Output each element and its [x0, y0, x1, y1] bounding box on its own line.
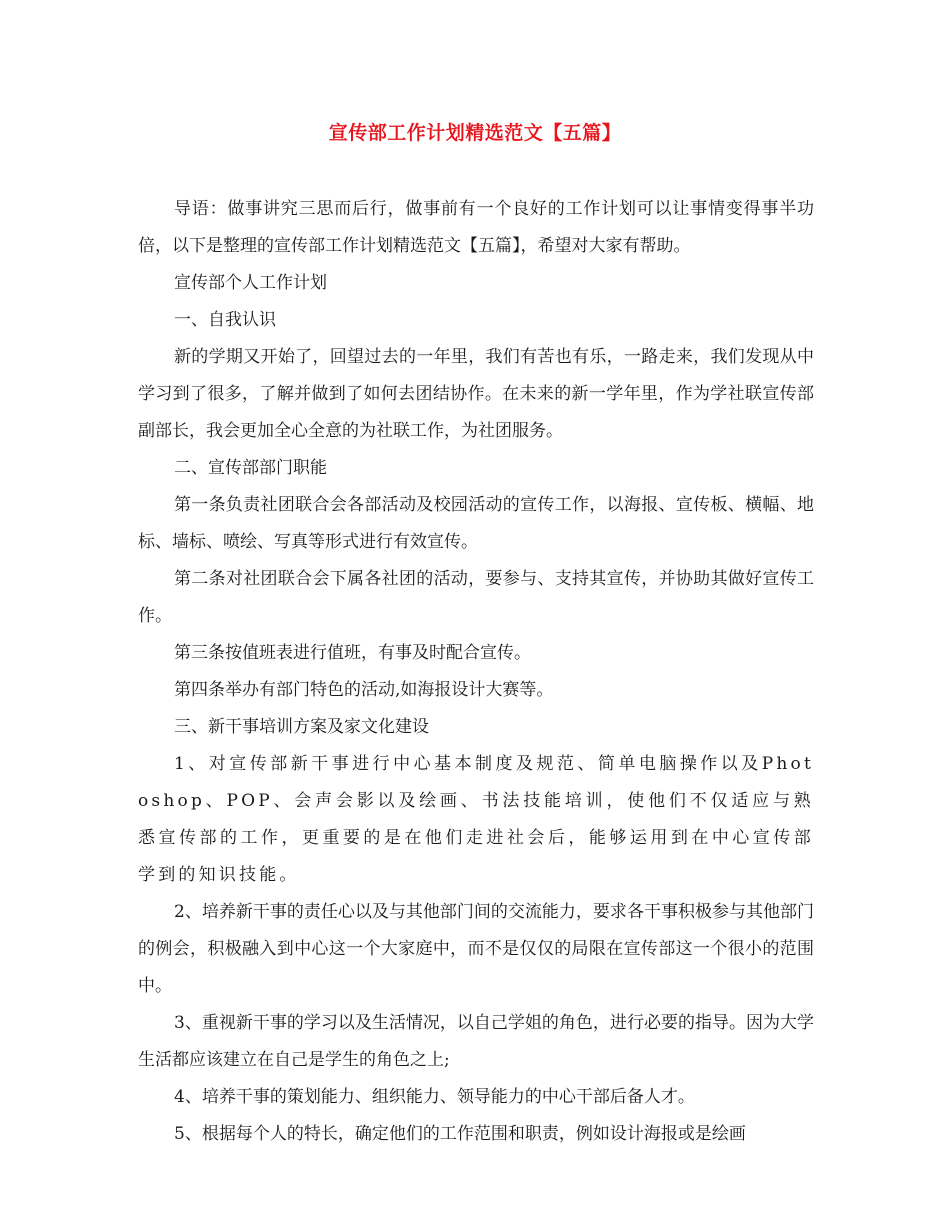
body-paragraph: 第四条举办有部门特色的活动,如海报设计大赛等。 — [174, 680, 554, 700]
section-heading: 三、新干事培训方案及家文化建设 — [174, 717, 429, 737]
section-heading: 二、宣传部部门职能 — [174, 458, 327, 478]
section-heading: 一、自我认识 — [174, 310, 276, 330]
body-paragraph: 第三条按值班表进行值班，有事及时配合宣传。 — [174, 643, 531, 663]
document-body — [138, 191, 814, 1153]
body-paragraph: 2、培养新干事的责任心以及与其他部门间的交流能力，要求各干事积极参与其他部门的例会，积极融入到中心这一个大家庭中，而不是仅仅的局限在宣传部这一个很小的范围中。 — [138, 902, 814, 996]
body-paragraph: 1、对宣传部新干事进行中心基本制度及规范、简单电脑操作以及Photoshop、POP、会声会影以及绘画、书法技能培训，使他们不仅适应与熟悉宣传部的工作，更重要的是在他们走进社会后，能够运用到在中心宣传部学到的知识技能。 — [138, 754, 814, 885]
body-paragraph: 第二条对社团联合会下属各社团的活动，要参与、支持其宣传，并协助其做好宣传工作。 — [138, 569, 814, 626]
body-paragraph: 5、根据每个人的特长，确定他们的工作范围和职责，例如设计海报或是绘画 — [174, 1124, 746, 1144]
intro-paragraph: 导语：做事讲究三思而后行，做事前有一个良好的工作计划可以让事情变得事半功倍，以下是整理的宣传部工作计划精选范文【五篇】，希望对大家有帮助。 — [138, 199, 814, 256]
section-heading: 宣传部个人工作计划 — [174, 273, 327, 293]
body-paragraph: 3、重视新干事的学习以及生活情况，以自己学姐的角色，进行必要的指导。因为大学生活都应该建立在自己是学生的角色之上; — [138, 1013, 814, 1070]
body-paragraph: 4、培养干事的策划能力、组织能力、领导能力的中心干部后备人才。 — [174, 1087, 695, 1107]
document-title: 宣传部工作计划精选范文【五篇】 — [328, 122, 622, 144]
body-paragraph: 新的学期又开始了，回望过去的一年里，我们有苦也有乐，一路走来，我们发现从中学习到了很多，了解并做到了如何去团结协作。在未来的新一学年里，作为学社联宣传部副部长，我会更加全心全意的为社联工作，为社团服务。 — [138, 347, 814, 441]
body-paragraph: 第一条负责社团联合会各部活动及校园活动的宣传工作，以海报、宣传板、横幅、地标、墙标、喷绘、写真等形式进行有效宣传。 — [138, 495, 814, 552]
